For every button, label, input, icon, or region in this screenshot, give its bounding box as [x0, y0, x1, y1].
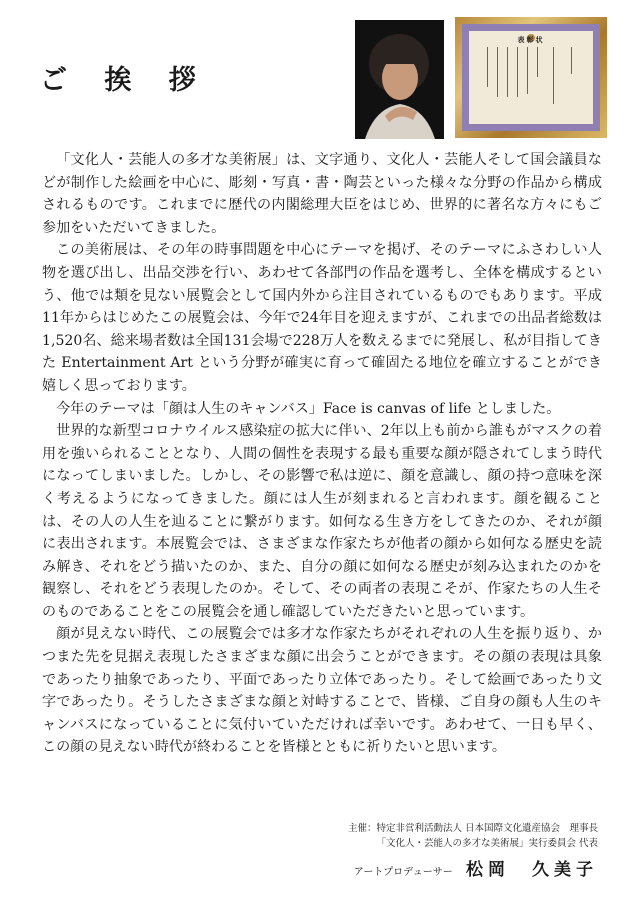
- greeting-body: [42, 149, 602, 759]
- paragraph-exhibition-history: この美術展は、その年の時事問題を中心にテーマを掲げ、そのテーマにふさわしい人物を選び出し、出品交渉を行い、あわせて各部門の作品を選考し、全体を構成するという、他では類を見ない展覧会として国内外から注目されているものでもあります。平成11年からはじめたこの展覧会は、今年で24年目を迎えますが、これまでの出品者総数は1,520名、総来場者数は全国131会場で228万人を数えるまでに発展し、私が目指してきた Entertainment Art という分野が確実に育って確固たる地位を確立することができ嬉しく思っております。: [42, 242, 602, 394]
- certificate-calligraphy: [481, 47, 581, 114]
- certificate-title: 表彰状: [517, 35, 545, 44]
- certificate-paper: [469, 31, 593, 124]
- page-title: ご 挨 拶: [40, 65, 210, 96]
- producer-line: [348, 855, 598, 880]
- paragraph-closing: 顔が見えない時代、この展覧会では多才な作家たちがそれぞれの人生を振り返り、かつまた先を見据え表現したさまざまな顔に出会うことができます。その顔の表現は具象であったり抽象であったり、平面であったり立体であったり。そして絵画であったり文字であったり。そうしたさまざまな顔と対峙することで、皆様、ご自身の顔も人生のキャンバスになっていることに気付いていただければ幸いです。あわせて、一日も早く、この顔の見えない時代が終わることを皆様とともに祈りたいと思います。: [42, 626, 602, 756]
- paragraph-theme: 今年のテーマは「顔は人生のキャンバス」Face is canvas of life としました。: [56, 400, 561, 417]
- certificate-mat: [462, 24, 600, 131]
- paragraph-covid-faces: 世界的な新型コロナウイルス感染症の拡大に伴い、2年以上も前から誰もがマスクの着用を強いられることとなり、人間の個性を表現する最も重要な顔が隠されてしまう時代になってしまいました。しかし、その影響で私は逆に、顔を意識し、顔の持つ意味を深く考えるようになってきました。顔には人生が刻まれると言われます。顔を観ることは、その人の人生を辿ることに繋がります。如何なる生き方をしてきたのか、それが顔に表出されます。本展覧会では、さまざまな作家たちが他者の顔から如何なる歴史を読み解き、それをどう描いたのか、また、自分の顔に如何なる歴史が刻み込まれたのかを観察し、それをどう表現したのか。そして、その両者の表現こそが、作家たちの人生そのものであることをこの展覧会を通し確認していただきたいと思っています。: [42, 423, 602, 620]
- paragraph-intro: 「文化人・芸能人の多才な美術展」は、文字通り、文化人・芸能人そして国会議員などが制作した絵画を中心に、彫刻・写真・書・陶芸といった様々な分野の作品から構成されるものです。これまでに歴代の内閣総理大臣をはじめ、世界的に著名な方々にもご参加をいただいてきました。: [42, 152, 602, 236]
- portrait-photo-icon: [355, 20, 444, 139]
- organizer-line: 主催：特定非営利活動法人 日本国際文化遺産協会 理事長: [347, 823, 598, 834]
- committee-line: 「文化人・芸能人の多才な美術展」実行委員会 代表: [376, 838, 598, 849]
- producer-name: 松岡 久美子: [466, 860, 598, 880]
- producer-role: アートプロデューサー: [353, 867, 453, 878]
- framed-certificate-icon: [455, 17, 607, 138]
- credits: [348, 821, 598, 880]
